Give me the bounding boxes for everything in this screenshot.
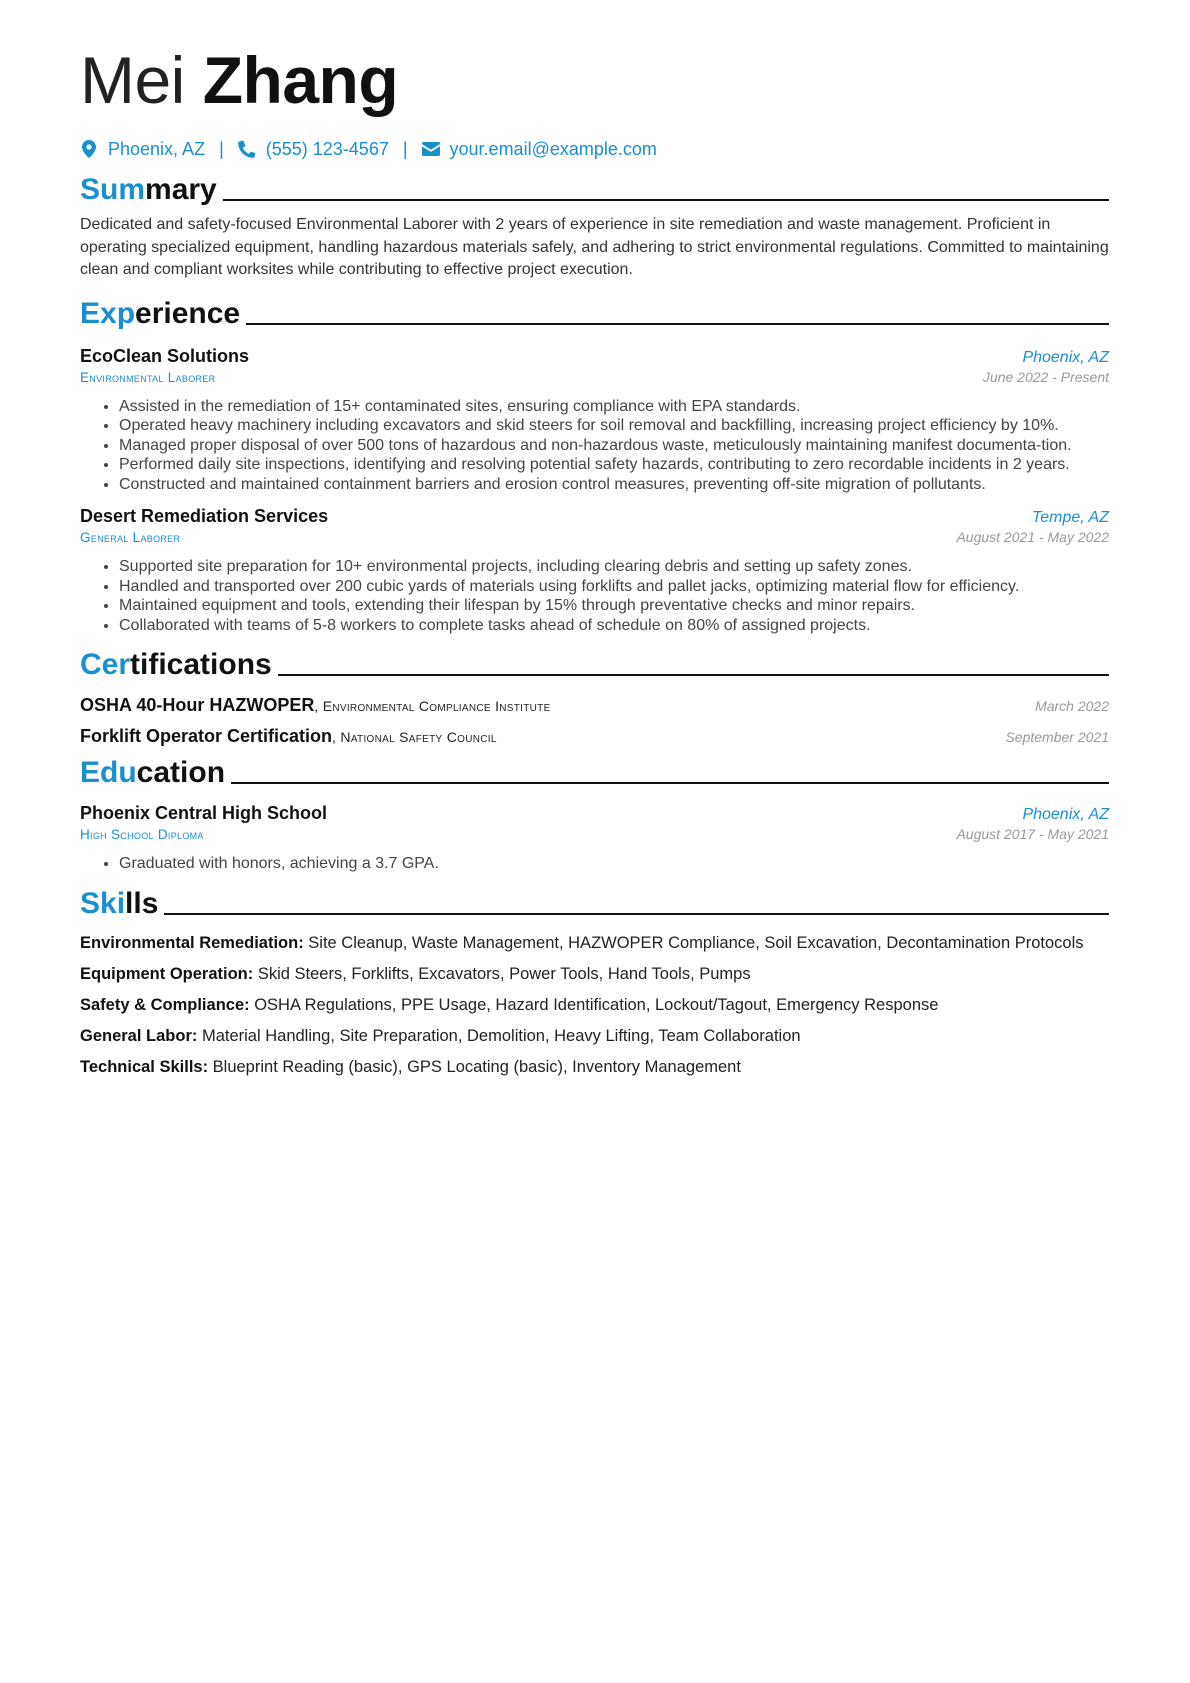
certification-name: OSHA 40-Hour HAZWOPER bbox=[80, 695, 315, 715]
company-name: Desert Remediation Services bbox=[80, 506, 329, 526]
list-item: • Managed proper disposal of over 500 tons of hazardous and non-hazardous waste, meticulously maintaining manifest documenta-tion. bbox=[119, 436, 1109, 456]
job-location: Phoenix, AZ bbox=[1022, 348, 1109, 366]
contact-phone[interactable] bbox=[238, 139, 389, 160]
company-name: EcoClean Solutions bbox=[80, 345, 250, 366]
skill-line: General Labor: Material Handling, Site Preparation, Demolition, Heavy Lifting, Team Collaboration bbox=[80, 1026, 801, 1045]
location-text: Phoenix, AZ bbox=[108, 138, 206, 159]
education-dates: August 2017 - May 2021 bbox=[956, 826, 1109, 842]
school-name: Phoenix Central High School bbox=[80, 803, 328, 823]
job-title: Environmental Laborer bbox=[80, 369, 216, 385]
school-location: Phoenix, AZ bbox=[1022, 806, 1109, 823]
contact-separator: | bbox=[219, 138, 224, 159]
job-bullets bbox=[80, 557, 1109, 635]
education-heading bbox=[80, 755, 1109, 791]
certification-item bbox=[80, 695, 1109, 716]
section-title: Certifications bbox=[80, 648, 272, 681]
certification-issuer: , Environmental Compliance Institute bbox=[314, 698, 551, 714]
certifications-heading bbox=[80, 647, 1109, 683]
envelope-icon bbox=[422, 140, 440, 158]
first-name: Mei bbox=[80, 43, 185, 117]
education-bullets bbox=[80, 854, 1109, 874]
contact-separator: | bbox=[402, 138, 408, 159]
phone-icon bbox=[238, 140, 256, 158]
list-item: • Performed daily site inspections, identifying and resolving potential safety hazards, contributing to zero recordable incidents in 2 years. bbox=[119, 455, 1109, 475]
list-item: • Supported site preparation for 10+ environmental projects, including clearing debris and setting up safety zones. bbox=[119, 557, 1109, 577]
contact-email[interactable] bbox=[422, 139, 657, 160]
section-divider bbox=[231, 782, 1109, 784]
certification-issuer: , National Safety Council bbox=[332, 729, 497, 745]
contact-location bbox=[80, 139, 205, 160]
skill-line: Safety & Compliance: OSHA Regulations, PPE Usage, Hazard Identification, Lockout/Tagout, Emergency Response bbox=[80, 995, 939, 1014]
candidate-name bbox=[80, 0, 1109, 120]
list-item: • Assisted in the remediation of 15+ contaminated sites, ensuring compliance with EPA standards. bbox=[119, 397, 1109, 417]
list-item: • Graduated with honors, achieving a 3.7 GPA. bbox=[119, 854, 1109, 874]
certification-date: March 2022 bbox=[1035, 698, 1109, 714]
job-title: General Laborer bbox=[80, 530, 181, 545]
job-dates: August 2021 - May 2022 bbox=[956, 529, 1109, 545]
contact-bar bbox=[80, 136, 1109, 162]
list-item: • Maintained equipment and tools, extending their lifespan by 15% through preventative checks and minor repairs. bbox=[119, 596, 1109, 616]
certification-name: Forklift Operator Certification bbox=[80, 726, 333, 746]
skill-line: Environmental Remediation: Site Cleanup, Waste Management, HAZWOPER Compliance, Soil Excavation, Decontamination Protocols bbox=[80, 933, 1084, 952]
list-item: • Operated heavy machinery including excavators and skid steers for soil removal and backfilling, increasing project efficiency by 10%. bbox=[119, 416, 1109, 436]
skills-heading bbox=[80, 886, 1109, 922]
list-item: • Collaborated with teams of 5-8 workers to complete tasks ahead of schedule on 80% of assigned projects. bbox=[119, 616, 1109, 636]
education-entry bbox=[80, 803, 1109, 874]
section-title: Summary bbox=[80, 173, 217, 206]
job-bullets bbox=[80, 397, 1109, 495]
job-entry bbox=[80, 346, 1109, 495]
skills-list bbox=[80, 932, 1109, 1078]
last-name: Zhang bbox=[202, 43, 399, 117]
summary-heading bbox=[80, 172, 1109, 208]
skill-line: Equipment Operation: Skid Steers, Forklifts, Excavators, Power Tools, Hand Tools, Pumps bbox=[80, 964, 751, 983]
email-link[interactable]: your.email@example.com bbox=[449, 138, 657, 159]
section-divider bbox=[164, 913, 1109, 915]
certification-item bbox=[80, 726, 1109, 747]
section-divider bbox=[246, 323, 1109, 325]
summary-text: Dedicated and safety-focused Environmental Laborer with 2 years of experience in site remediation and waste management. Proficient in operating specialized equipment, handling hazardous materials safely, and adhering to strict environmental regulations. Committed to maintaining clean and compliant worksites while contributing to effective project execution. bbox=[80, 216, 1109, 278]
section-divider bbox=[278, 674, 1109, 676]
skill-line: Technical Skills: Blueprint Reading (basic), GPS Locating (basic), Inventory Management bbox=[80, 1057, 741, 1076]
section-title: Skills bbox=[80, 886, 159, 920]
section-title: Experience bbox=[80, 296, 241, 330]
degree: High School Diploma bbox=[80, 827, 204, 842]
experience-heading bbox=[80, 296, 1109, 332]
section-title: Education bbox=[80, 756, 226, 789]
phone-text: (555) 123-4567 bbox=[265, 138, 389, 159]
map-marker-icon bbox=[80, 140, 98, 158]
list-item: • Handled and transported over 200 cubic yards of materials using forklifts and pallet jacks, optimizing material flow for efficiency. bbox=[119, 577, 1109, 597]
job-dates: June 2022 - Present bbox=[982, 368, 1109, 385]
job-entry bbox=[80, 506, 1109, 635]
certification-date: September 2021 bbox=[1005, 729, 1109, 745]
list-item: • Constructed and maintained containment barriers and erosion control measures, preventing off-site migration of pollutants. bbox=[119, 475, 1109, 495]
section-divider bbox=[223, 199, 1109, 201]
job-location: Tempe, AZ bbox=[1031, 509, 1109, 526]
